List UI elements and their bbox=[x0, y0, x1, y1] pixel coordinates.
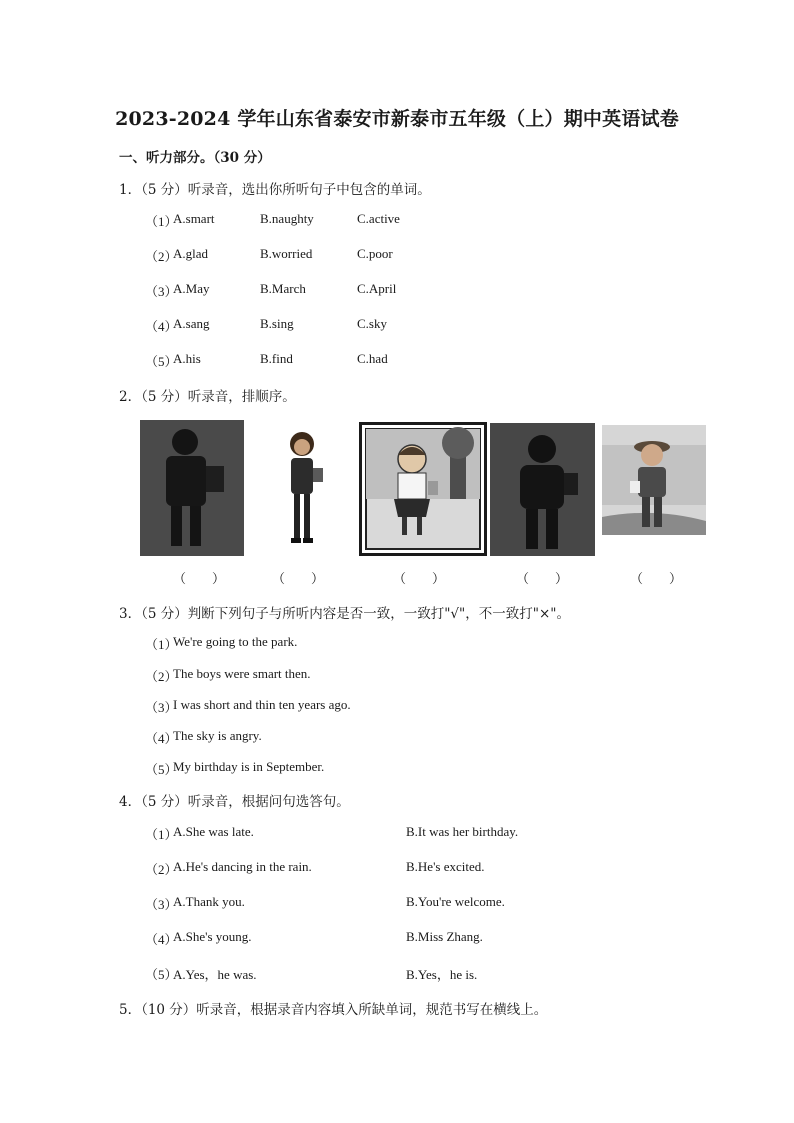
q4-item-3-option-a: A.Thank you. bbox=[173, 894, 245, 909]
picture-3-answer-blank[interactable]: （ ） bbox=[393, 571, 446, 586]
q1-item-2-option-b: B.worried bbox=[260, 246, 313, 261]
q4-item-3-option-b: B.You're welcome. bbox=[406, 894, 505, 909]
q1-item-1-option-b: B.naughty bbox=[260, 211, 314, 226]
q1-item-3-option-a: A.May bbox=[173, 281, 210, 296]
q1-item-5-option-b: B.find bbox=[260, 351, 293, 366]
q1-item-4-number: （4） bbox=[145, 319, 178, 334]
section-heading-listening: 一、听力部分。（30 分） bbox=[119, 150, 271, 166]
question-4-prompt: 4．（5 分）听录音，根据问句选答句。 bbox=[119, 794, 350, 810]
picture-2-answer-blank[interactable]: （ ） bbox=[272, 571, 325, 586]
q4-item-5-option-b: B.Yes，he is. bbox=[406, 967, 478, 982]
question-2-prompt: 2．（5 分）听录音，排顺序。 bbox=[119, 389, 296, 405]
picture-5-answer-blank[interactable]: （ ） bbox=[630, 571, 683, 586]
q4-item-4-number: （4） bbox=[145, 932, 178, 947]
q1-item-4-option-b: B.sing bbox=[260, 316, 294, 331]
picture-5-boy-with-hat bbox=[602, 425, 706, 556]
picture-3-girl-in-frame bbox=[359, 422, 487, 556]
q1-item-5-option-a: A.his bbox=[173, 351, 201, 366]
q3-item-4-text: The sky is angry. bbox=[173, 728, 262, 743]
q4-item-2-option-b: B.He's excited. bbox=[406, 859, 485, 874]
picture-1-answer-blank[interactable]: （ ） bbox=[173, 571, 226, 586]
q1-item-5-number: （5） bbox=[145, 354, 178, 369]
q3-item-3-text: I was short and thin ten years ago. bbox=[173, 697, 351, 712]
q3-item-1-number: （1） bbox=[145, 637, 178, 652]
q4-item-5-number: （5） bbox=[145, 967, 178, 982]
q3-item-1-text: We're going to the park. bbox=[173, 634, 298, 649]
q4-item-4-option-a: A.She's young. bbox=[173, 929, 252, 944]
question-1-prompt: 1．（5 分）听录音，选出你所听句子中包含的单词。 bbox=[119, 182, 431, 198]
q3-item-3-number: （3） bbox=[145, 700, 178, 715]
question-2-picture-row bbox=[140, 420, 706, 558]
q1-item-1-number: （1） bbox=[145, 214, 178, 229]
q3-item-5-text: My birthday is in September. bbox=[173, 759, 325, 774]
q1-item-3-number: （3） bbox=[145, 284, 178, 299]
q1-item-4-option-c: C.sky bbox=[357, 316, 387, 331]
q1-item-2-option-a: A.glad bbox=[173, 246, 209, 261]
q1-item-4-option-a: A.sang bbox=[173, 316, 210, 331]
picture-4-man-silhouette bbox=[490, 423, 595, 556]
q3-item-2-number: （2） bbox=[145, 669, 178, 684]
q4-item-1-option-a: A.She was late. bbox=[173, 824, 254, 839]
picture-4-answer-blank[interactable]: （ ） bbox=[516, 571, 569, 586]
question-3-prompt: 3．（5 分）判断下列句子与所听内容是否一致，一致打"√"，不一致打"×"。 bbox=[119, 606, 570, 622]
q1-item-3-option-b: B.March bbox=[260, 281, 306, 296]
q1-item-2-option-c: C.poor bbox=[357, 246, 393, 261]
question-5-prompt: 5．（10 分）听录音，根据录音内容填入所缺单词，规范书写在横线上。 bbox=[119, 1002, 548, 1018]
q4-item-5-option-a: A.Yes，he was. bbox=[173, 967, 257, 982]
q1-item-5-option-c: C.had bbox=[357, 351, 388, 366]
picture-1-man-with-bag bbox=[140, 420, 244, 556]
q1-item-1-option-a: A.smart bbox=[173, 211, 215, 226]
q4-item-1-option-b: B.It was her birthday. bbox=[406, 824, 519, 839]
q4-item-3-number: （3） bbox=[145, 897, 178, 912]
q3-item-2-text: The boys were smart then. bbox=[173, 666, 311, 681]
q3-item-4-number: （4） bbox=[145, 731, 178, 746]
q1-item-1-option-c: C.active bbox=[357, 211, 400, 226]
page-title: 2023-2024 学年山东省泰安市新泰市五年级（上）期中英语试卷 bbox=[115, 108, 679, 130]
q4-item-4-option-b: B.Miss Zhang. bbox=[406, 929, 483, 944]
q1-item-2-number: （2） bbox=[145, 249, 178, 264]
q4-item-2-option-a: A.He's dancing in the rain. bbox=[173, 859, 312, 874]
q3-item-5-number: （5） bbox=[145, 762, 178, 777]
picture-2-girl-standing bbox=[275, 428, 333, 556]
q4-item-1-number: （1） bbox=[145, 827, 178, 842]
q1-item-3-option-c: C.April bbox=[357, 281, 397, 296]
q4-item-2-number: （2） bbox=[145, 862, 178, 877]
